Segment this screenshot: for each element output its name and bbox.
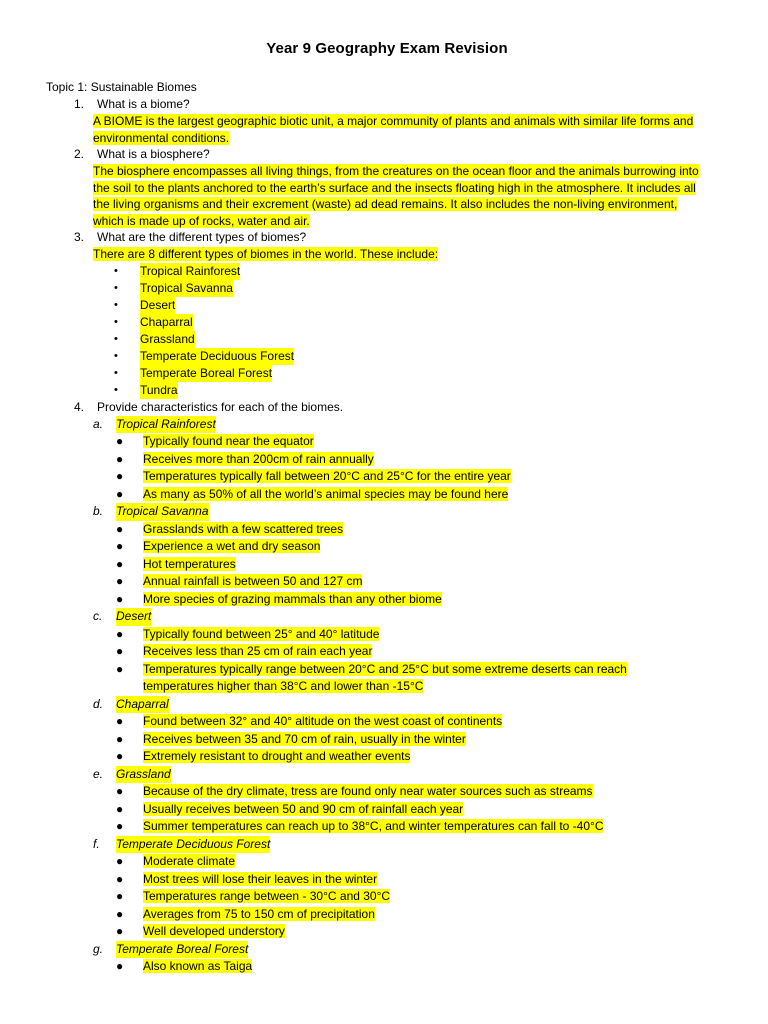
characteristic-item	[46, 853, 728, 871]
biome-name: Temperate Deciduous Forest	[116, 836, 270, 854]
characteristic-item	[46, 801, 728, 819]
solid-bullet-icon: ●	[116, 906, 124, 921]
biome-letter: g.	[93, 941, 104, 956]
list-item-text: Desert	[140, 297, 176, 312]
list-item	[46, 263, 728, 280]
list-item-text: Chaparral	[140, 314, 193, 329]
solid-bullet-icon: ●	[116, 434, 124, 448]
characteristic-item	[46, 958, 728, 976]
solid-bullet-icon: ●	[116, 731, 124, 746]
solid-bullet-icon: ●	[116, 469, 124, 483]
solid-bullet-icon: ●	[116, 801, 124, 816]
solid-bullet-icon: ●	[116, 784, 124, 798]
characteristic-text: Temperatures typically fall between 20°C and 25°C for the entire year	[143, 469, 511, 483]
characteristic-text: Annual rainfall is between 50 and 127 cm	[143, 574, 363, 588]
characteristic-text: Typically found between 25° and 40° latitude	[143, 626, 380, 641]
characteristic-item	[46, 888, 728, 906]
solid-bullet-icon: ●	[116, 714, 124, 728]
solid-bullet-icon: ●	[116, 591, 124, 606]
characteristic-text: Experience a wet and dry season	[143, 539, 321, 553]
biome-name: Grassland	[116, 766, 171, 784]
characteristic-item	[46, 661, 728, 696]
list-item	[46, 365, 728, 382]
characteristic-text: Receives less than 25 cm of rain each year	[143, 644, 373, 658]
list-item-text: Tundra	[140, 382, 178, 397]
characteristic-item	[46, 486, 728, 504]
solid-bullet-icon: ●	[116, 556, 124, 571]
characteristic-text: More species of grazing mammals than any other biome	[143, 591, 442, 606]
list-item-text: Grassland	[140, 331, 195, 346]
characteristic-text: As many as 50% of all the world’s animal species may be found here	[143, 486, 509, 501]
characteristic-item	[46, 731, 728, 749]
biome-heading	[46, 416, 728, 434]
biome-name: Tropical Savanna	[116, 503, 209, 521]
biome-letter: a.	[93, 416, 104, 431]
solid-bullet-icon: ●	[116, 644, 124, 658]
characteristic-item	[46, 818, 728, 836]
bullet-icon: •	[114, 298, 118, 311]
question-number: 4.	[74, 399, 85, 414]
list-item-text: Tropical Savanna	[140, 280, 233, 295]
question-text: What are the different types of biomes?	[97, 230, 307, 244]
characteristic-item	[46, 573, 728, 591]
document-title: Year 9 Geography Exam Revision	[266, 40, 508, 57]
question-number: 3.	[74, 230, 85, 244]
characteristic-item	[46, 538, 728, 556]
solid-bullet-icon: ●	[116, 626, 124, 641]
characteristic-text: Most trees will lose their leaves in the winter	[143, 871, 378, 886]
bullet-icon: •	[114, 281, 118, 294]
biome-letter: f.	[93, 836, 100, 851]
characteristic-text: Receives between 35 and 70 cm of rain, usually in the winter	[143, 731, 466, 746]
characteristic-text: Extremely resistant to drought and weather events	[143, 749, 411, 763]
question-4	[46, 399, 728, 416]
biome-heading	[46, 766, 728, 784]
characteristic-text: Usually receives between 50 and 90 cm of rainfall each year	[143, 801, 464, 816]
question-number: 2.	[74, 147, 85, 161]
bullet-icon: •	[114, 332, 118, 345]
biome-heading	[46, 941, 728, 959]
question-2	[46, 146, 728, 163]
biome-letter: b.	[93, 504, 104, 518]
characteristic-text: Because of the dry climate, tress are found only near water sources such as streams	[143, 784, 593, 798]
list-item	[46, 297, 728, 314]
list-item	[46, 348, 728, 365]
solid-bullet-icon: ●	[116, 521, 124, 536]
characteristic-text: Receives more than 200cm of rain annually	[143, 451, 374, 466]
characteristic-text: Summer temperatures can reach up to 38°C, and winter temperatures can fall to -40°C	[143, 819, 604, 833]
characteristic-text: Temperatures typically range between 20°C and 25°C but some extreme deserts can reach temperatures higher than 38°C and lower than -15°C	[143, 661, 627, 693]
biome-name: Temperate Boreal Forest	[116, 941, 248, 959]
characteristic-item	[46, 521, 728, 539]
characteristic-text: Hot temperatures	[143, 556, 236, 571]
biome-characteristics	[46, 416, 728, 976]
solid-bullet-icon: ●	[116, 854, 124, 868]
answer-2	[93, 163, 708, 229]
characteristic-text: Grasslands with a few scattered trees	[143, 521, 344, 536]
list-item-text: Temperate Boreal Forest	[140, 365, 273, 380]
biome-heading	[46, 836, 728, 854]
bullet-icon: •	[114, 264, 118, 277]
bullet-icon: •	[114, 349, 118, 362]
question-1	[46, 96, 728, 113]
question-number: 1.	[74, 97, 85, 111]
biome-letter: c.	[93, 609, 103, 623]
solid-bullet-icon: ●	[116, 661, 124, 676]
biome-heading	[46, 608, 728, 626]
bullet-icon: •	[114, 315, 118, 328]
biome-type-list	[46, 263, 728, 399]
topic-heading: Topic 1: Sustainable Biomes	[46, 80, 197, 94]
bullet-icon: •	[114, 366, 118, 379]
biome-letter: e.	[93, 766, 104, 781]
characteristic-item	[46, 643, 728, 661]
characteristic-text: Found between 32° and 40° altitude on the west coast of continents	[143, 714, 503, 728]
solid-bullet-icon: ●	[116, 871, 124, 886]
list-item	[46, 314, 728, 331]
characteristic-item	[46, 871, 728, 889]
biome-heading	[46, 503, 728, 521]
solid-bullet-icon: ●	[116, 924, 124, 938]
biome-heading	[46, 696, 728, 714]
answer-3	[93, 246, 708, 263]
characteristic-item	[46, 923, 728, 941]
characteristic-item	[46, 468, 728, 486]
solid-bullet-icon: ●	[116, 539, 124, 553]
answer-text: The biosphere encompasses all living things, from the creatures on the ocean floor and the animals burrowing into the soil to the plants anchored to the earth’s surface and the insects floating high in the atmosphere. It includes all the living organisms and their excrement (waste) ad dead remains. It also includes the non-living environment, which is made up of rocks, water and air.	[93, 164, 699, 228]
characteristic-item	[46, 626, 728, 644]
characteristic-text: Temperatures range between - 30°C and 30°C	[143, 889, 391, 903]
list-item	[46, 382, 728, 399]
list-item-text: Tropical Rainforest	[140, 263, 241, 278]
answer-text: There are 8 different types of biomes in the world. These include:	[93, 247, 439, 261]
characteristic-item	[46, 433, 728, 451]
list-item-text: Temperate Deciduous Forest	[140, 348, 295, 363]
question-text: Provide characteristics for each of the biomes.	[97, 399, 344, 414]
question-text: What is a biome?	[97, 97, 190, 111]
characteristic-text: Also known as Taiga	[143, 959, 253, 973]
solid-bullet-icon: ●	[116, 889, 124, 903]
characteristic-item	[46, 748, 728, 766]
bullet-icon: •	[114, 383, 118, 396]
solid-bullet-icon: ●	[116, 451, 124, 466]
biome-letter: d.	[93, 696, 104, 711]
characteristic-item	[46, 451, 728, 469]
question-3	[46, 229, 728, 246]
solid-bullet-icon: ●	[116, 819, 124, 833]
biome-name: Tropical Rainforest	[116, 416, 216, 434]
biome-name: Desert	[116, 608, 151, 626]
solid-bullet-icon: ●	[116, 486, 124, 501]
biome-name: Chaparral	[116, 696, 169, 714]
list-item	[46, 331, 728, 348]
solid-bullet-icon: ●	[116, 574, 124, 588]
characteristic-item	[46, 591, 728, 609]
answer-1	[93, 113, 708, 146]
solid-bullet-icon: ●	[116, 959, 124, 973]
question-text: What is a biosphere?	[97, 147, 210, 161]
solid-bullet-icon: ●	[116, 749, 124, 763]
characteristic-item	[46, 906, 728, 924]
list-item	[46, 280, 728, 297]
characteristic-item	[46, 713, 728, 731]
characteristic-item	[46, 783, 728, 801]
characteristic-text: Well developed understory	[143, 924, 285, 938]
characteristic-text: Typically found near the equator	[143, 434, 314, 448]
characteristic-text: Averages from 75 to 150 cm of precipitation	[143, 906, 375, 921]
characteristic-text: Moderate climate	[143, 854, 236, 868]
characteristic-item	[46, 556, 728, 574]
answer-text: A BIOME is the largest geographic biotic unit, a major community of plants and animals with similar life forms and environmental conditions.	[93, 114, 694, 145]
